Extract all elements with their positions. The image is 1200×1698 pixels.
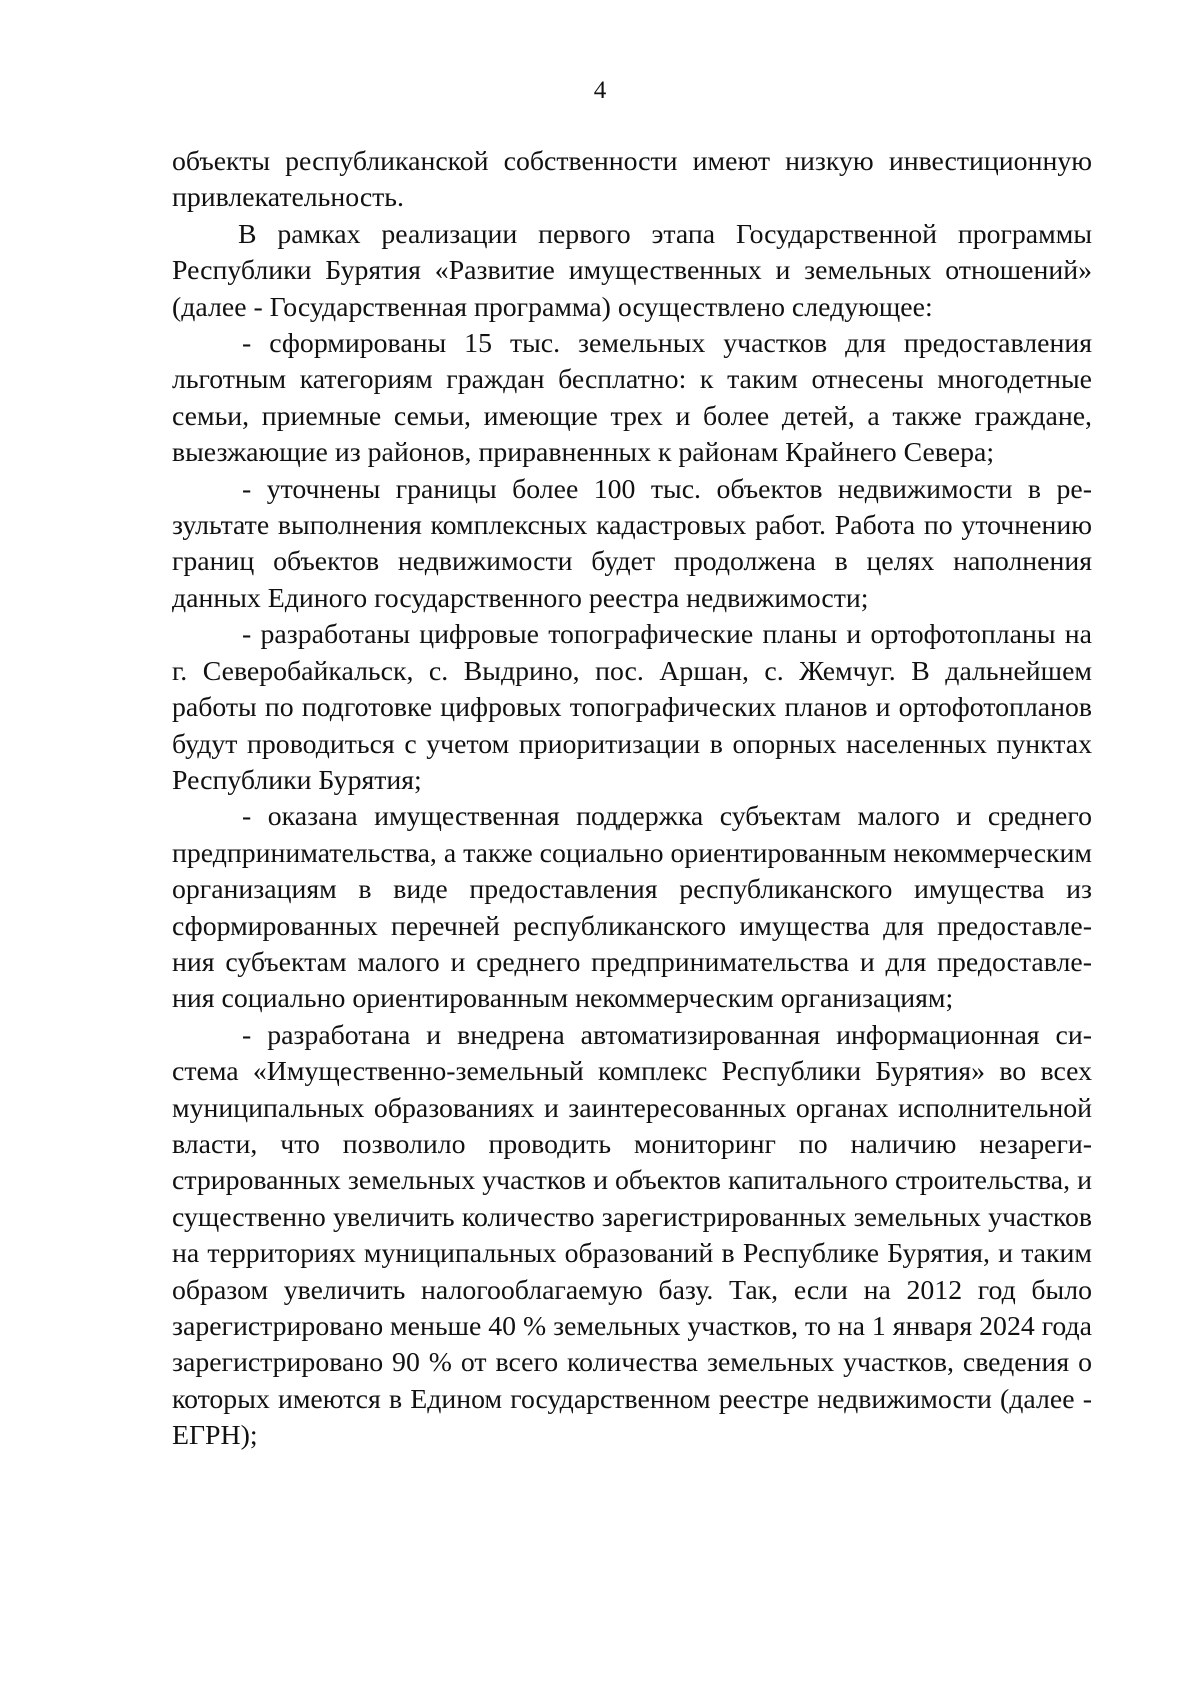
list-item-land-plots: - сформированы 15 тыс. земельных участков для предоставления льготным категориям граждан бесплатно: к таким отнесены многодетные семьи, приемные семьи, имеющие трех и более детей, а также граждане, выезжающие из районов, приравненных к районам Крайнего Севера; [172,328,1092,469]
list-item-property-support: - оказана имущественная поддержка субъектам малого и среднего предпринимательства, а также социально ориентированным некоммерческим организациям в виде предоставления республиканского имущества из сформированных перечней республиканского имущества для предоставления субъектам малого и среднего предпринимательства и для предоставления социально ориентированным некоммерческим организациям; [172,801,1092,1015]
document-body [172,144,1092,1455]
list-item-information-system: - разработана и внедрена автоматизированная информационная система «Имущественно-земельный комплекс Республики Бурятия» во всех муниципальных образованиях и заинтересованных органах исполнительной власти, что позволило проводить мониторинг по наличию незарегистрированных земельных участков и объектов капитального строительства, и существенно увеличить количество зарегистрированных земельных участков на территориях муниципальных образований в Республике Бурятия, и таким образом увеличить налогооблагаемую базу. Так, если на 2012 год было зарегистрировано меньше 40 % земельных участков, то на 1 января 2024 года зарегистрировано 90 % от всего количества земельных участков, сведения о которых имеются в Едином государственном реестре недвижимости (далее - ЕГРН); [172,1019,1092,1452]
page-number: 4 [593,77,607,104]
paragraph-continuation: объекты республиканской собственности имеют низкую инвестиционную привлекательность. [172,146,1092,214]
list-item-boundaries: - уточнены границы более 100 тыс. объектов недвижимости в результате выполнения комплексных кадастровых работ. Работа по уточнению границ объектов недвижимости будет продолжена в целях наполнения данных Единого государственного реестра недвижимости; [172,473,1092,614]
list-item-topographic-plans: - разработаны цифровые топографические планы и ортофотопланы на г. Северобайкальск, с. Выдрино, пос. Аршан, с. Жемчуг. В дальнейшем работы по подготовке цифровых топографических планов и ортофотопланов будут проводиться с учетом приоритизации в опорных населенных пунктах Республики Бурятия; [172,619,1092,796]
paragraph-intro: В рамках реализации первого этапа Государственной программы Республики Бурятия «Развитие имущественных и земельных отношений» (далее - Государственная программа) осуществлено следующее: [172,218,1092,323]
